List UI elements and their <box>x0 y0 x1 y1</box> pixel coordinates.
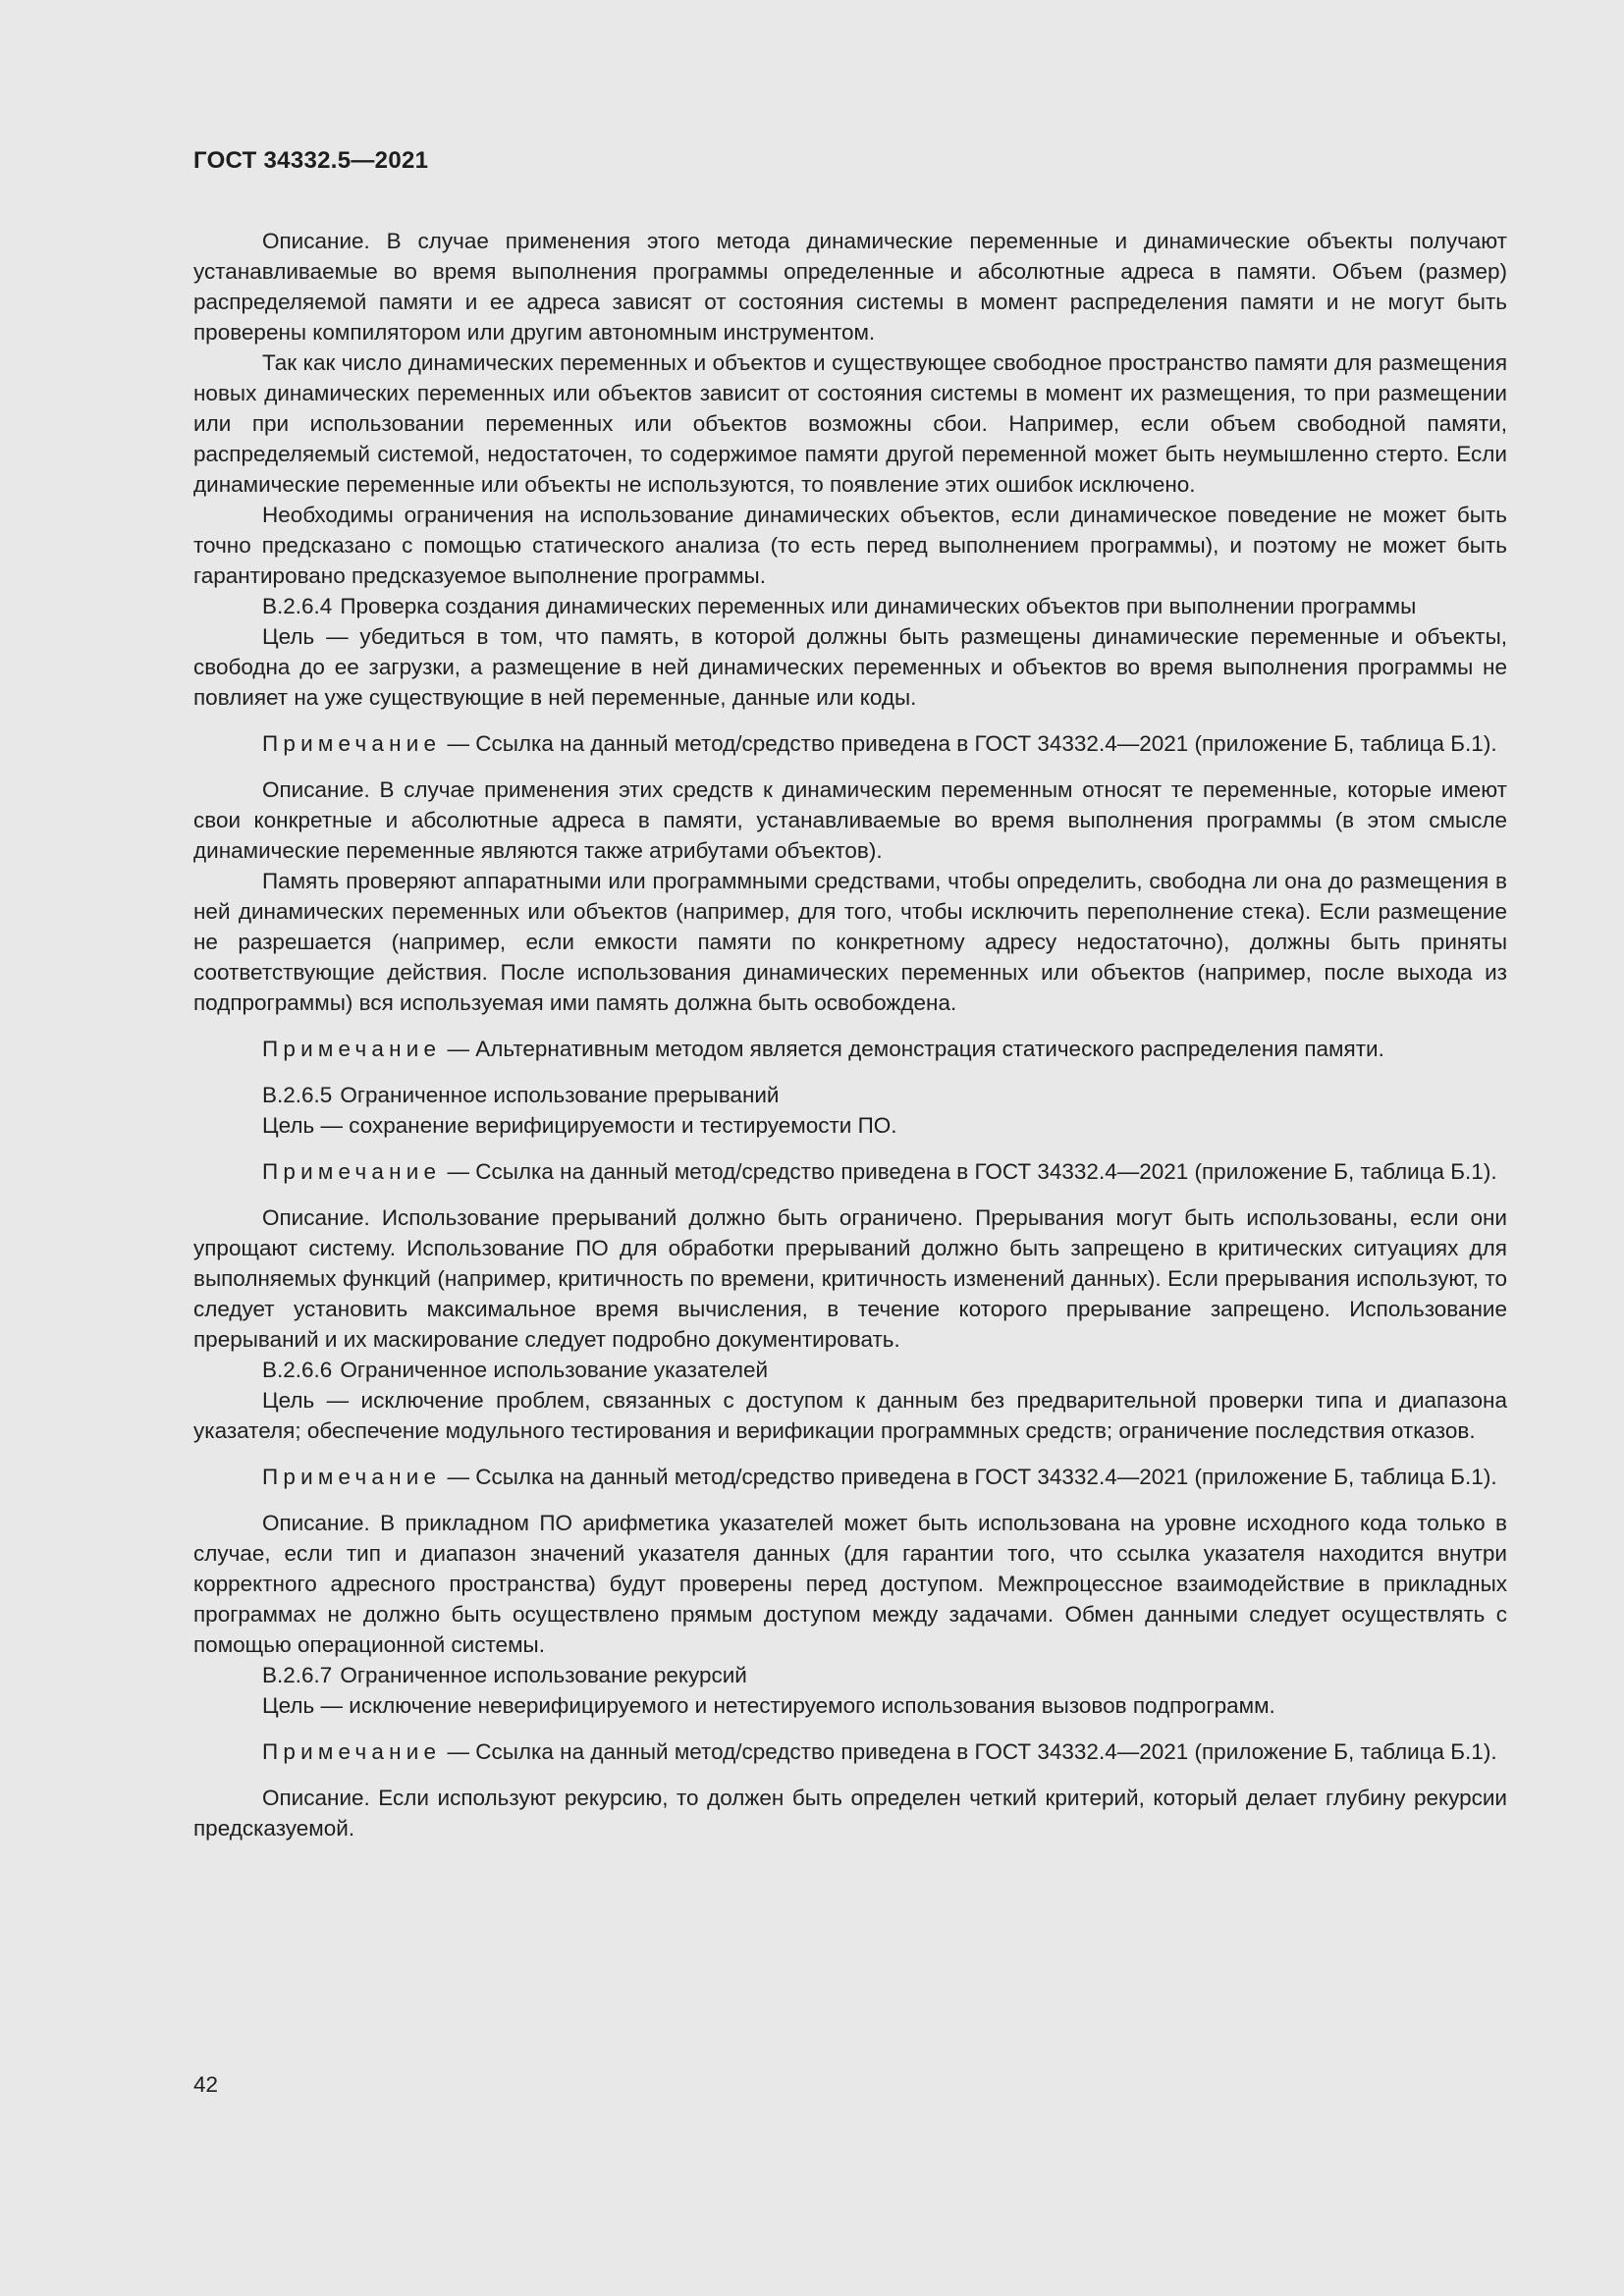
section-title: Ограниченное использование указателей <box>340 1358 769 1382</box>
section-number: В.2.6.6 <box>262 1358 333 1382</box>
note <box>193 1736 1507 1767</box>
paragraph-text: Описание. Использование прерываний должно быть ограничено. Прерывания могут быть использованы, если они упрощают систему. Использование ПО для обработки прерываний должно быть запрещено в критических ситуациях для выполняемых функций (например, критичность по времени, критичность изменений данных). Если прерывания используют, то следует установить максимальное время вычисления, в течение которого прерывание запрещено. Использование прерываний и их маскирование следует подробно документировать. <box>193 1205 1507 1352</box>
paragraph <box>193 347 1507 500</box>
paragraph-text: Цель — сохранение верифицируемости и тестируемости ПО. <box>262 1113 897 1138</box>
paragraph <box>193 1690 1507 1721</box>
note-text: — Альтернативным методом является демонстрация статического распределения памяти. <box>441 1037 1384 1061</box>
note <box>193 1156 1507 1187</box>
note-label: Примечание <box>262 1037 442 1061</box>
paragraph <box>193 1783 1507 1843</box>
paragraph <box>193 1508 1507 1660</box>
paragraph-text: Необходимы ограничения на использование динамических объектов, если динамическое поведение не может быть точно предсказано с помощью статического анализа (то есть перед выполнением программы), и поэтому не может быть гарантировано предсказуемое выполнение программы. <box>193 503 1507 588</box>
note-label: Примечание <box>262 731 442 756</box>
section-heading <box>193 1660 1507 1690</box>
paragraph-text: Описание. Если используют рекурсию, то должен быть определен четкий критерий, который делает глубину рекурсии предсказуемой. <box>193 1786 1507 1841</box>
paragraph <box>193 500 1507 591</box>
paragraph-text: Цель — исключение проблем, связанных с доступом к данным без предварительной проверки типа и диапазона указателя; обеспечение модульного тестирования и верификации программных средств; ограничение последствия отказов. <box>193 1388 1507 1443</box>
section-title: Ограниченное использование прерываний <box>340 1083 780 1107</box>
section-heading <box>193 1080 1507 1110</box>
paragraph <box>193 866 1507 1018</box>
paragraph <box>193 621 1507 713</box>
note-label: Примечание <box>262 1159 442 1184</box>
note <box>193 1462 1507 1492</box>
note-text: — Ссылка на данный метод/средство приведена в ГОСТ 34332.4—2021 (приложение Б, таблица Б.1). <box>441 1159 1497 1184</box>
document-header: ГОСТ 34332.5—2021 <box>193 147 429 174</box>
note-label: Примечание <box>262 1739 442 1764</box>
document-body <box>193 226 1507 1843</box>
note-text: — Ссылка на данный метод/средство приведена в ГОСТ 34332.4—2021 (приложение Б, таблица Б.1). <box>441 731 1497 756</box>
page-number: 42 <box>193 2072 219 2097</box>
paragraph-text: Описание. В прикладном ПО арифметика указателей может быть использована на уровне исходного кода только в случае, если тип и диапазон значений указателя данных (для гарантии того, что ссылка указателя находится внутри корректного адресного пространства) будут проверены перед доступом. Межпроцессное взаимодействие в прикладных программах не должно быть осуществлено прямым доступом между задачами. Обмен данными следует осуществлять с помощью операционной системы. <box>193 1511 1507 1657</box>
paragraph <box>193 1110 1507 1141</box>
paragraph <box>193 1385 1507 1446</box>
section-number: В.2.6.7 <box>262 1663 333 1687</box>
note-text: — Ссылка на данный метод/средство приведена в ГОСТ 34332.4—2021 (приложение Б, таблица Б.1). <box>441 1739 1497 1764</box>
note <box>193 1034 1507 1064</box>
paragraph-text: Память проверяют аппаратными или программными средствами, чтобы определить, свободна ли она до размещения в ней динамических переменных или объектов (например, для того, чтобы исключить переполнение стека). Если размещение не разрешается (например, если емкости памяти по конкретному адресу недостаточно), должны быть приняты соответствующие действия. После использования динамических переменных или объектов (например, после выхода из подпрограммы) вся используемая ими память должна быть освобождена. <box>193 869 1507 1015</box>
paragraph-text: Описание. В случае применения этого метода динамические переменные и динамические объекты получают устанавливаемые во время выполнения программы определенные и абсолютные адреса в памяти. Объем (размер) распределяемой памяти и ее адреса зависят от состояния системы в момент распределения памяти и не могут быть проверены компилятором или другим автономным инструментом. <box>193 229 1507 345</box>
paragraph <box>193 226 1507 347</box>
section-number: В.2.6.4 <box>262 594 333 618</box>
note <box>193 728 1507 759</box>
paragraph <box>193 1202 1507 1355</box>
note-text: — Ссылка на данный метод/средство приведена в ГОСТ 34332.4—2021 (приложение Б, таблица Б.1). <box>441 1465 1497 1489</box>
paragraph-text: Цель — исключение неверифицируемого и нетестируемого использования вызовов подпрограмм. <box>262 1693 1275 1718</box>
section-number: В.2.6.5 <box>262 1083 333 1107</box>
note-label: Примечание <box>262 1465 442 1489</box>
section-heading <box>193 1355 1507 1385</box>
section-title: Проверка создания динамических переменных или динамических объектов при выполнении программы <box>340 594 1417 618</box>
paragraph <box>193 774 1507 866</box>
section-title: Ограниченное использование рекурсий <box>340 1663 747 1687</box>
paragraph-text: Описание. В случае применения этих средств к динамическим переменным относят те переменные, которые имеют свои конкретные и абсолютные адреса в памяти, устанавливаемые во время выполнения программы (в этом смысле динамические переменные являются также атрибутами объектов). <box>193 777 1507 863</box>
paragraph-text: Цель — убедиться в том, что память, в которой должны быть размещены динамические переменные и объекты, свободна до ее загрузки, а размещение в ней динамических переменных и объектов во время выполнения программы не повлияет на уже существующие в ней переменные, данные или коды. <box>193 624 1507 710</box>
paragraph-text: Так как число динамических переменных и объектов и существующее свободное пространство памяти для размещения новых динамических переменных или объектов зависит от состояния системы в момент их размещения, то при размещении или при использовании переменных или объектов возможны сбои. Например, если объем свободной памяти, распределяемый системой, недостаточен, то содержимое памяти другой переменной может быть неумышленно стерто. Если динамические переменные или объекты не используются, то появление этих ошибок исключено. <box>193 350 1507 497</box>
section-heading <box>193 591 1507 621</box>
